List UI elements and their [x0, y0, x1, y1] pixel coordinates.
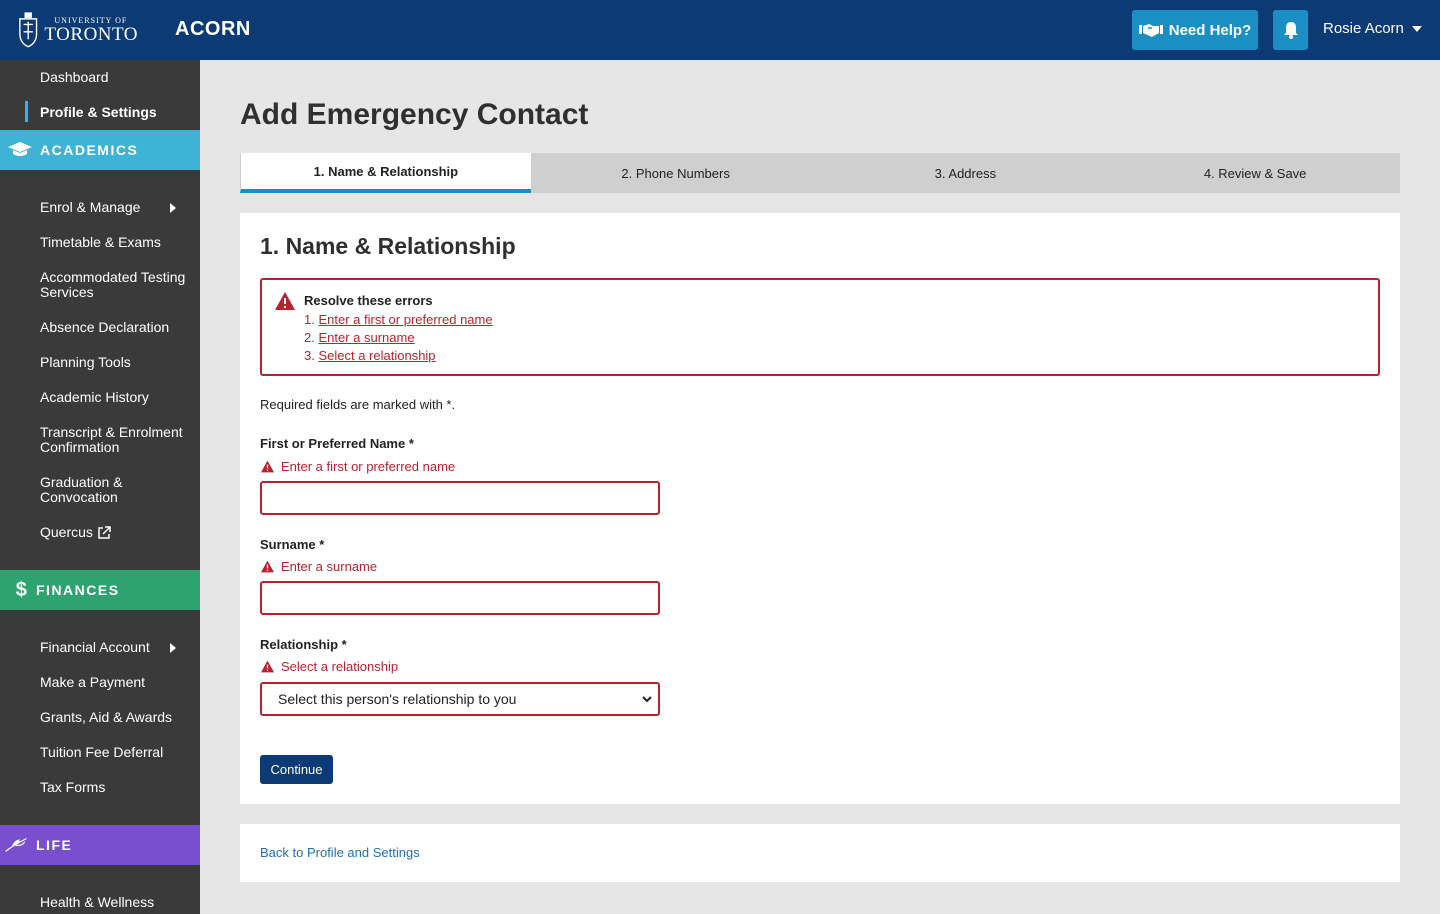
step-progress — [240, 153, 1400, 193]
error-link-surname[interactable]: Enter a surname — [318, 330, 415, 345]
leaf-icon — [4, 833, 28, 857]
active-indicator — [25, 101, 28, 122]
sidebar-nav — [0, 60, 200, 914]
warning-icon — [260, 560, 275, 573]
error-item — [304, 348, 436, 363]
relationship-label: Relationship * — [260, 637, 347, 652]
relationship-error — [260, 659, 398, 674]
step-review-save[interactable]: 4. Review & Save — [1203, 165, 1307, 181]
finances-title: FINANCES — [36, 582, 120, 598]
sidebar-item-tuition-deferral[interactable]: Tuition Fee Deferral — [40, 744, 164, 760]
sidebar-item-transcript[interactable]: Transcript & Enrolment Confirmation — [40, 424, 183, 455]
app-title[interactable]: ACORN — [175, 18, 251, 40]
first-name-label: First or Preferred Name * — [260, 436, 414, 451]
quercus-label: Quercus — [40, 524, 93, 540]
university-logo[interactable] — [18, 9, 138, 51]
dollar-icon: $ — [15, 578, 29, 601]
section-title: 1. Name & Relationship — [260, 233, 516, 259]
life-title: LIFE — [36, 837, 73, 853]
chevron-right-icon — [170, 203, 176, 213]
chevron-down-icon — [1412, 26, 1422, 32]
first-name-error — [260, 459, 455, 474]
sidebar-item-absence-declaration[interactable]: Absence Declaration — [40, 319, 170, 335]
required-note: Required fields are marked with *. — [260, 397, 456, 412]
sidebar-item-health-wellness[interactable]: Health & Wellness — [40, 894, 155, 910]
sidebar-item-quercus[interactable] — [40, 525, 190, 540]
chevron-right-icon — [170, 643, 176, 653]
sidebar-item-enrol-manage[interactable]: Enrol & Manage — [40, 199, 141, 215]
academics-title: ACADEMICS — [40, 142, 139, 158]
chevron-down-icon — [642, 694, 652, 704]
step-name-relationship[interactable]: 1. Name & Relationship — [240, 153, 531, 193]
crest-icon — [18, 10, 38, 50]
surname-error — [260, 559, 377, 574]
error-item — [304, 312, 493, 327]
sidebar-section-finances[interactable] — [0, 570, 200, 610]
logo-small-text: UNIVERSITY OF — [54, 15, 128, 25]
error-number: 3. — [304, 348, 315, 363]
error-link-first-name[interactable]: Enter a first or preferred name — [318, 312, 493, 327]
logo-big-text: TORONTO — [44, 23, 138, 45]
sidebar-section-academics[interactable] — [0, 130, 200, 170]
relationship-selected-value: Select this person's relationship to you — [278, 691, 517, 707]
surname-input[interactable] — [260, 581, 660, 615]
error-summary — [260, 278, 1380, 376]
step-phone-numbers[interactable]: 2. Phone Numbers — [621, 165, 730, 181]
first-name-error-text: Enter a first or preferred name — [281, 459, 456, 474]
graduation-cap-icon — [8, 138, 32, 162]
error-number: 1. — [304, 312, 315, 327]
error-link-relationship[interactable]: Select a relationship — [318, 348, 436, 363]
handshake-icon — [1139, 22, 1163, 38]
form-card — [240, 213, 1400, 804]
error-summary-title: Resolve these errors — [304, 293, 433, 308]
surname-error-text: Enter a surname — [281, 559, 378, 574]
sidebar-item-financial-account[interactable]: Financial Account — [40, 639, 150, 655]
back-to-profile-link[interactable]: Back to Profile and Settings — [260, 845, 420, 860]
sidebar-item-dashboard[interactable]: Dashboard — [40, 69, 109, 85]
relationship-error-text: Select a relationship — [281, 659, 399, 674]
top-bar — [0, 0, 1440, 60]
step-address[interactable]: 3. Address — [934, 165, 997, 181]
need-help-button[interactable] — [1132, 10, 1258, 50]
external-link-icon — [97, 526, 111, 540]
sidebar-item-grants-aid[interactable]: Grants, Aid & Awards — [40, 709, 173, 725]
surname-label: Surname * — [260, 537, 325, 552]
back-card — [240, 824, 1400, 882]
sidebar-item-profile-settings[interactable]: Profile & Settings — [40, 104, 157, 120]
sidebar-item-timetable-exams[interactable]: Timetable & Exams — [40, 234, 161, 250]
sidebar-item-graduation[interactable]: Graduation & Convocation — [40, 474, 123, 505]
warning-icon — [274, 291, 296, 311]
sidebar-item-make-payment[interactable]: Make a Payment — [40, 674, 146, 690]
sidebar-item-academic-history[interactable]: Academic History — [40, 389, 149, 405]
continue-button[interactable]: Continue — [260, 755, 333, 784]
error-number: 2. — [304, 330, 315, 345]
page-title: Add Emergency Contact — [240, 98, 589, 131]
relationship-select[interactable] — [260, 682, 660, 716]
sidebar-item-accommodated-testing[interactable]: Accommodated Testing Services — [40, 269, 186, 300]
warning-icon — [260, 660, 275, 673]
warning-icon — [260, 460, 275, 473]
sidebar-item-tax-forms[interactable]: Tax Forms — [40, 779, 106, 795]
user-menu[interactable] — [1323, 20, 1422, 37]
first-name-input[interactable] — [260, 481, 660, 515]
notifications-button[interactable] — [1273, 10, 1308, 50]
sidebar-item-planning-tools[interactable]: Planning Tools — [40, 354, 131, 370]
sidebar-section-life[interactable] — [0, 825, 200, 865]
error-item — [304, 330, 415, 345]
bell-icon — [1283, 21, 1299, 39]
user-name: Rosie Acorn — [1323, 20, 1404, 37]
need-help-label: Need Help? — [1168, 21, 1252, 39]
